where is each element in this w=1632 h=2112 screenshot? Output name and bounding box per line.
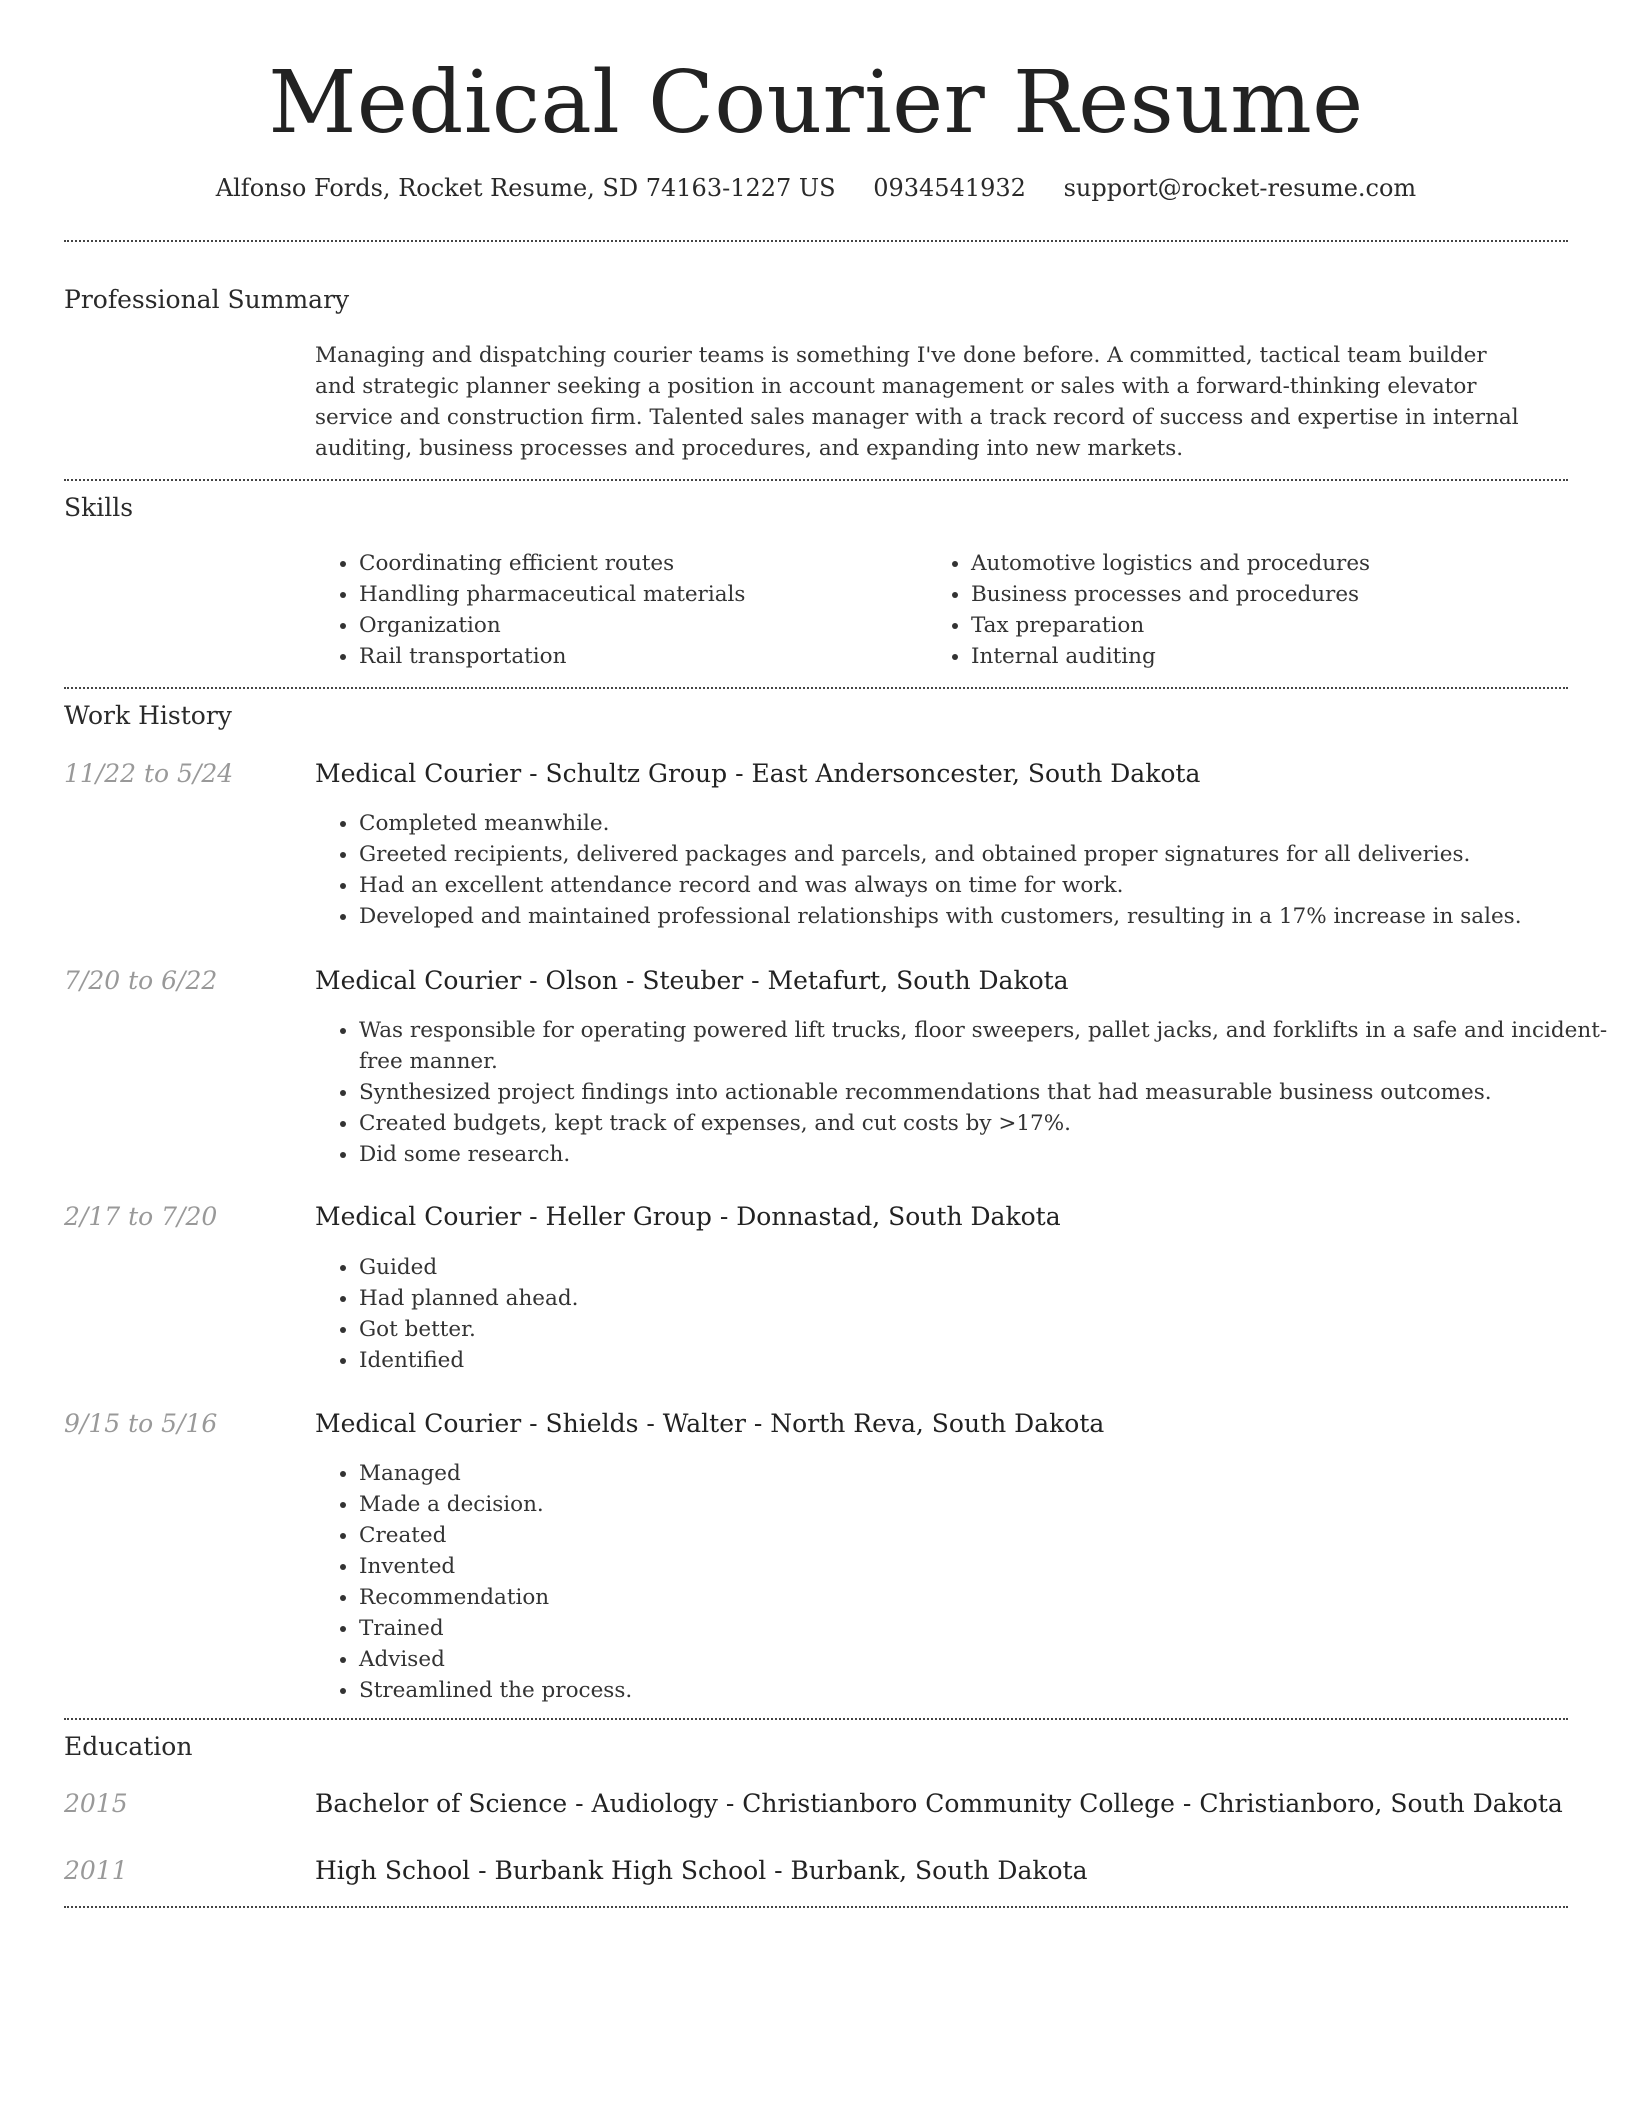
- skills-list-right: [927, 548, 1571, 672]
- education-title: High School - Burbank High School - Burbank, South Dakota: [315, 1856, 1088, 1885]
- skill-item: • Handling pharmaceutical materials: [359, 579, 919, 610]
- job-bullet: • Synthesized project findings into actionable recommendations that had measurable business outcomes.: [359, 1077, 1619, 1108]
- contact-address: Alfonso Fords, Rocket Resume, SD 74163-1227 US: [215, 174, 836, 202]
- job-dates: 9/15 to 5/16: [64, 1409, 218, 1438]
- skill-item: • Rail transportation: [359, 641, 919, 672]
- summary-heading: Professional Summary: [64, 285, 350, 314]
- job-bullet: • Developed and maintained professional relationships with customers, resulting in a 17% increase in sales.: [359, 901, 1619, 932]
- job-dates: 11/22 to 5/24: [64, 759, 234, 788]
- job-dates: 7/20 to 6/22: [64, 966, 218, 995]
- divider: [64, 240, 1568, 242]
- job-bullet: • Did some research.: [359, 1139, 1619, 1170]
- job-bullet: • Guided: [359, 1252, 1619, 1283]
- job-bullet: • Managed: [359, 1458, 1619, 1489]
- education-year: 2011: [64, 1856, 128, 1885]
- job-bullets: [315, 1458, 1619, 1706]
- skills-list-left: [315, 548, 919, 672]
- job-bullets: [315, 808, 1619, 932]
- skill-item: • Tax preparation: [971, 610, 1571, 641]
- job-title: Medical Courier - Olson - Steuber - Metafurt, South Dakota: [315, 966, 1069, 995]
- job-bullet: • Made a decision.: [359, 1489, 1619, 1520]
- job-bullet: • Was responsible for operating powered lift trucks, floor sweepers, pallet jacks, and forklifts in a safe and incident-free manner.: [359, 1015, 1619, 1077]
- job-title: Medical Courier - Shields - Walter - North Reva, South Dakota: [315, 1409, 1105, 1438]
- contact-phone: 0934541932: [873, 174, 1026, 202]
- skills-heading: Skills: [64, 493, 134, 522]
- work-heading: Work History: [64, 701, 232, 730]
- job-bullet: • Advised: [359, 1644, 1619, 1675]
- job-bullet: • Created budgets, kept track of expenses, and cut costs by >17%.: [359, 1108, 1619, 1139]
- education-title: Bachelor of Science - Audiology - Christianboro Community College - Christianboro, South Dakota: [315, 1789, 1563, 1818]
- education-year: 2015: [64, 1789, 128, 1818]
- job-bullets: [315, 1015, 1619, 1170]
- skill-item: • Automotive logistics and procedures: [971, 548, 1571, 579]
- job-bullet: • Streamlined the process.: [359, 1675, 1619, 1706]
- skill-item: • Business processes and procedures: [971, 579, 1571, 610]
- divider: [64, 687, 1568, 689]
- divider: [64, 479, 1568, 481]
- job-bullet: • Greeted recipients, delivered packages and parcels, and obtained proper signatures for all deliveries.: [359, 839, 1619, 870]
- contact-email: support@rocket-resume.com: [1063, 174, 1417, 202]
- job-bullet: • Completed meanwhile.: [359, 808, 1619, 839]
- job-bullet: • Identified: [359, 1345, 1619, 1376]
- job-title: Medical Courier - Schultz Group - East Andersoncester, South Dakota: [315, 759, 1201, 788]
- job-bullets: [315, 1252, 1619, 1376]
- job-bullet: • Trained: [359, 1613, 1619, 1644]
- job-bullet: • Got better.: [359, 1314, 1619, 1345]
- job-bullet: • Had planned ahead.: [359, 1283, 1619, 1314]
- education-heading: Education: [64, 1732, 193, 1761]
- skill-item: • Coordinating efficient routes: [359, 548, 919, 579]
- job-bullet: • Recommendation: [359, 1582, 1619, 1613]
- contact-line: [64, 170, 1568, 206]
- divider: [64, 1906, 1568, 1908]
- skill-item: • Organization: [359, 610, 919, 641]
- job-bullet: • Created: [359, 1520, 1619, 1551]
- job-bullet: • Invented: [359, 1551, 1619, 1582]
- divider: [64, 1718, 1568, 1720]
- job-bullet: • Had an excellent attendance record and was always on time for work.: [359, 870, 1619, 901]
- summary-text: Managing and dispatching courier teams is something I've done before. A committed, tactical team builder and strategic planner seeking a position in account management or sales with a forward-thinking elevator service and construction firm. Talented sales manager with a track record of success and expertise in internal auditing, business processes and procedures, and expanding into new markets.: [315, 343, 1519, 461]
- skill-item: • Internal auditing: [971, 641, 1571, 672]
- job-dates: 2/17 to 7/20: [64, 1202, 218, 1231]
- job-title: Medical Courier - Heller Group - Donnastad, South Dakota: [315, 1202, 1061, 1231]
- page-title: Medical Courier Resume: [268, 53, 1364, 153]
